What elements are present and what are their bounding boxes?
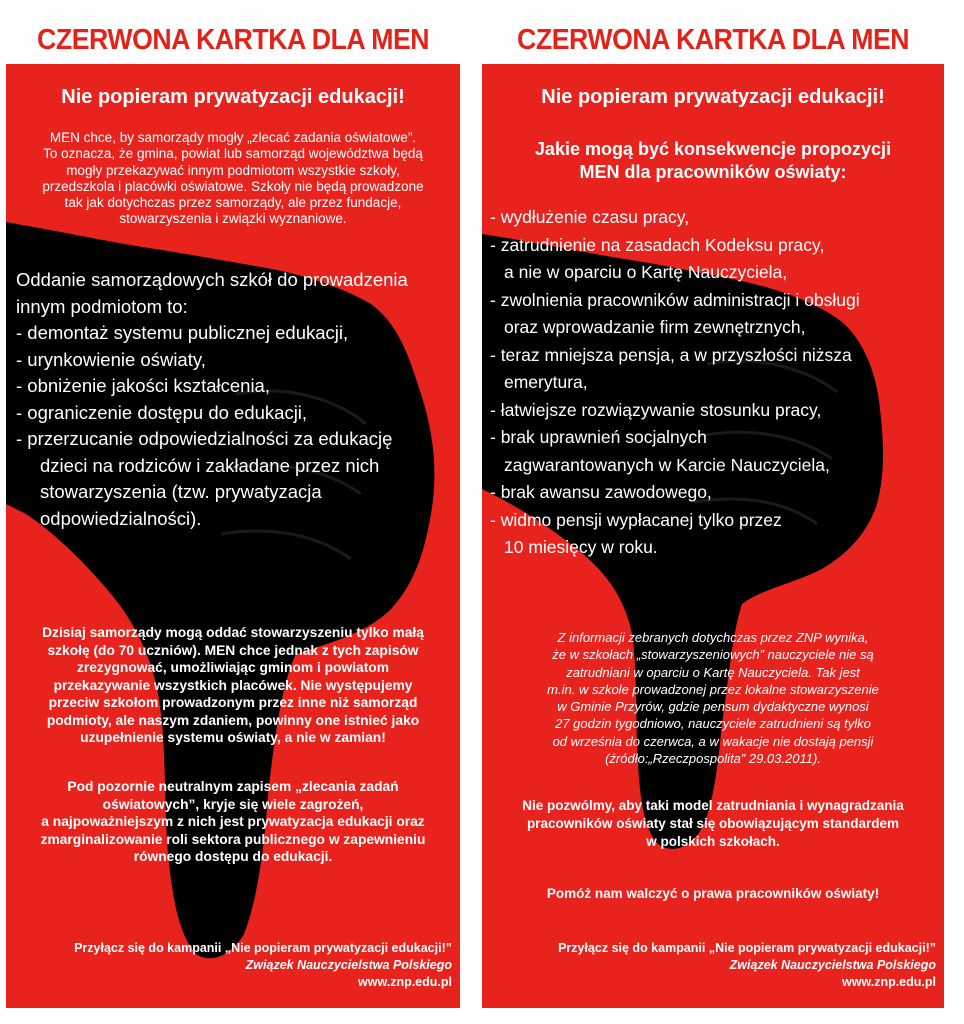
header-text: CZERWONA KARTKA DLA MEN (36, 23, 430, 56)
text-line: (źródło:„Rzeczpospolita” 29.03.2011). (605, 751, 821, 767)
leaflet-header (482, 18, 944, 62)
text-line: w polskich szkołach. (646, 834, 780, 849)
text-line: mogły przekazywać innym podmiotom wszystkie szkoły, (66, 162, 400, 178)
text-line: w Gminie Przyrów, gdzie pensum dydaktyczne wynosi (557, 699, 869, 715)
red-card (482, 64, 944, 1008)
znp-information (482, 629, 944, 767)
list-item: - brak awansu zawodowego, (490, 482, 712, 502)
list-item-continued: emerytura, (504, 372, 588, 392)
call-to-action: Pomóż nam walczyć o prawa pracowników oświaty! (546, 886, 880, 901)
list-item: - przerzucanie odpowiedzialności za edukację (16, 428, 393, 449)
text-line: zrezygnować, umożliwiając gminom i powiatom (76, 660, 389, 675)
list-item: - teraz mniejsza pensja, a w przyszłości niższa (490, 344, 852, 365)
text-line: że w szkołach „stowarzyszeniowych” nauczyciele nie są (552, 647, 874, 663)
red-card (6, 64, 460, 1008)
text-line: Z informacji zebranych dotychczas przez ZNP wynika, (557, 630, 869, 645)
campaign-line: Przyłącz się do kampanii „Nie popieram prywatyzacji edukacji!” (558, 941, 936, 955)
campaign-line: Przyłącz się do kampanii „Nie popieram prywatyzacji edukacji!” (74, 941, 452, 955)
text-line: przekazywanie wszystkich placówek. Nie występujemy (53, 677, 413, 693)
leaflet-header (6, 18, 460, 62)
text-line: To oznacza, że gmina, powiat lub samorząd województwa będą (43, 146, 423, 162)
threat-list (16, 320, 454, 532)
website-link[interactable]: www.znp.edu.pl (842, 975, 936, 989)
list-item: - urynkowienie oświaty, (16, 348, 206, 370)
leaflet-title: Nie popieram prywatyzacji edukacji! (541, 86, 885, 108)
organization-name: Związek Nauczycielstwa Polskiego (245, 958, 452, 972)
intro-paragraph (6, 130, 460, 228)
text-line: podmioty, ale naszym zdaniem, powinny one istnieć jako (46, 712, 420, 728)
list-item: - brak uprawnień socjalnych (490, 427, 707, 447)
list-item: - łatwiejsze rozwiązywanie stosunku pracy, (490, 399, 822, 420)
paragraph-small-schools (6, 624, 460, 747)
text-line: MEN chce, by samorządy mogły „zlecać zadania oświatowe”. (49, 130, 417, 145)
text-line: stowarzyszenia i związki wyznaniowe. (119, 211, 347, 227)
leaflet-subtitle (482, 138, 944, 184)
list-item-continued: dzieci na rodziców i zakładane przez nich (40, 454, 380, 476)
list-item-continued: oraz wprowadzanie firm zewnętrznych, (504, 317, 806, 337)
leaflet-footer (6, 940, 452, 991)
text-line: przedszkola i placówki oświatowe. Szkoły nie będą prowadzone (42, 178, 424, 194)
list-item: - obniżenie jakości kształcenia, (16, 375, 270, 396)
list-item: - demontaż systemu publicznej edukacji, (16, 322, 349, 343)
text-line: innym podmiotom to: (16, 295, 188, 317)
text-line: Jakie mogą być konsekwencje propozycji (534, 139, 892, 159)
text-line: a najpoważniejszym z nich jest prywatyzacja edukacji oraz (41, 814, 425, 829)
text-line: uzupełnienie systemu oświaty, a nie w zamian! (80, 730, 386, 745)
text-line: zatrudniani w oparciu o Kartę Nauczyciela. Tak jest (566, 664, 860, 680)
text-line: Oddanie samorządowych szkół do prowadzenia (16, 269, 408, 290)
list-item: - widmo pensji wypłacanej tylko przez (490, 509, 782, 530)
header-text: CZERWONA KARTKA DLA MEN (516, 23, 910, 56)
list-item: - zatrudnienie na zasadach Kodeksu pracy, (490, 234, 825, 255)
text-line: m.in. w szkole prowadzonej przez lokalne stowarzyszenie (547, 681, 879, 697)
text-line: szkołę (do 70 uczniów). MEN chce jednak z tych zapisów (47, 642, 419, 658)
text-line: równego dostępu do edukacji. (133, 849, 333, 864)
text-line: przeciw szkołom prowadzonym przez inne niż samorząd (48, 695, 418, 710)
text-line: zmarginalizowanie roli sektora publicznego w zapewnieniu (40, 831, 426, 847)
text-line: Pod pozornie neutralnym zapisem „zlecania zadań (67, 779, 399, 794)
text-line: Dzisiaj samorządy mogą oddać stowarzyszeniu tylko małą (42, 625, 424, 640)
list-item-continued: 10 miesięcy w roku. (504, 537, 658, 557)
leaflet-right (476, 0, 950, 1024)
list-item-continued: a nie w oparciu o Kartę Nauczyciela, (504, 262, 788, 282)
list-item-continued: stowarzyszenia (tzw. prywatyzacja (40, 481, 322, 502)
leaflet-footer (482, 940, 936, 991)
text-line: od września do czerwca, a w wakacje nie dostają pensji (552, 733, 874, 749)
text-line: tak jak dotychczas przez samorządy, ale przez fundacje, (64, 195, 402, 211)
paragraph-privatization (6, 778, 460, 866)
text-line: oświatowych”, kryje się wiele zagrożeń, (102, 796, 364, 812)
text-line: MEN dla pracowników oświaty: (579, 162, 847, 182)
organization-name: Związek Nauczycielstwa Polskiego (729, 958, 936, 972)
list-item: - wydłużenie czasu pracy, (490, 207, 690, 227)
appeal-paragraph (482, 797, 944, 851)
leaflet-title: Nie popieram prywatyzacji edukacji! (61, 86, 405, 108)
text-line: pracowników oświaty stał się obowiązującym standardem (526, 816, 900, 831)
list-heading (16, 267, 454, 320)
list-item-continued: zagwarantowanych w Karcie Nauczyciela, (504, 454, 830, 475)
list-item: - ograniczenie dostępu do edukacji, (16, 401, 308, 423)
list-item-continued: odpowiedzialności). (40, 507, 202, 529)
list-item: - zwolnienia pracowników administracji i obsługi (490, 289, 860, 310)
text-line: Nie pozwólmy, aby taki model zatrudniania i wynagradzania (522, 798, 904, 813)
consequence-list (490, 204, 940, 562)
leaflet-left (0, 0, 466, 1024)
website-link[interactable]: www.znp.edu.pl (358, 975, 452, 989)
text-line: 27 godzin tygodniowo, nauczyciele zatrudnieni są tylko (555, 716, 871, 732)
